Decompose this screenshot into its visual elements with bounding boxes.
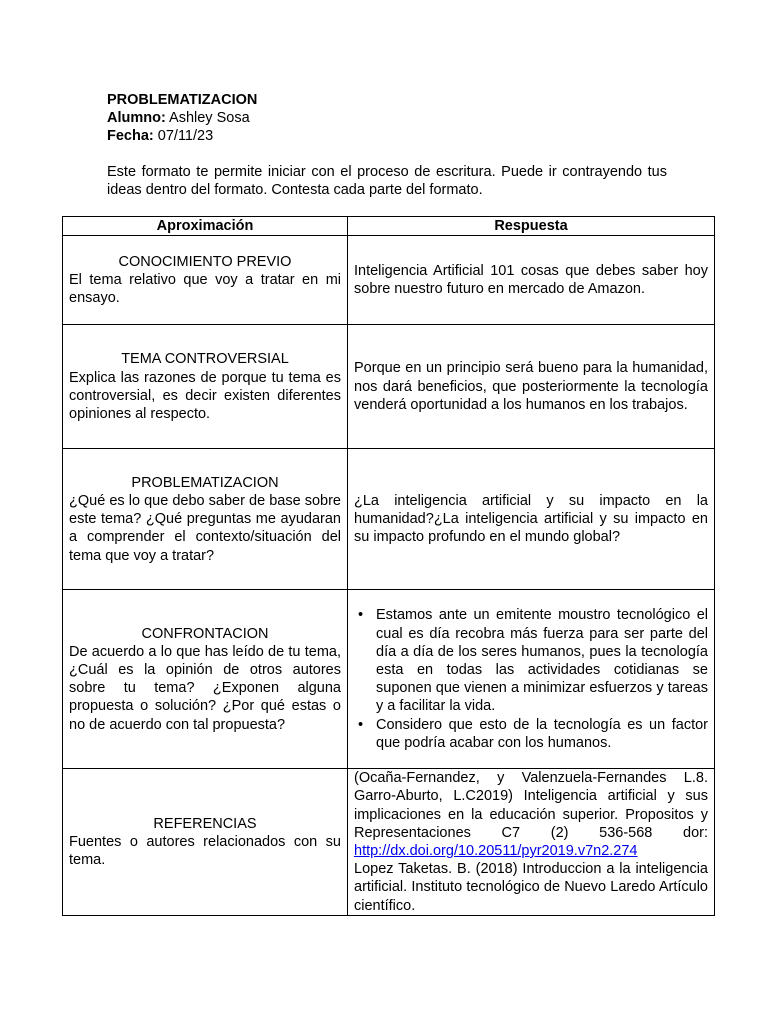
row-description: ¿Qué es lo que debo saber de base sobre este tema? ¿Qué preguntas me ayudaran a comprender el contexto/situación del tema que voy a tratar? bbox=[69, 492, 341, 564]
format-table bbox=[62, 216, 715, 916]
row-prompt-cell bbox=[63, 236, 348, 325]
date-value: 07/11/23 bbox=[157, 128, 214, 144]
date-label: Fecha: bbox=[107, 128, 154, 144]
table-row bbox=[63, 449, 715, 590]
references-block bbox=[354, 769, 708, 915]
bullet-icon: • bbox=[358, 607, 364, 624]
row-answer-cell bbox=[348, 325, 715, 449]
doi-link[interactable]: http://dx.doi.org/10.20511/pyr2019.v7n2.274 bbox=[354, 843, 638, 860]
row-answer: ¿La inteligencia artificial y su impacto en la humanidad?¿La inteligencia artificial y su impacto en su impacto profundo en el mundo global? bbox=[354, 492, 708, 546]
row-answer-cell bbox=[348, 769, 715, 916]
row-title: CONOCIMIENTO PREVIO bbox=[118, 253, 292, 270]
list-item bbox=[358, 606, 708, 715]
bullet-icon: • bbox=[358, 716, 364, 733]
reference-text: (Ocaña-Fernandez, y Valenzuela-Fernandes L.8. Garro-Aburto, L.C2019) Inteligencia artificial y sus implicaciones en la educación superior. Propositos y Representaciones C7 (2) 536-568 dor: bbox=[354, 770, 708, 841]
row-prompt-cell bbox=[63, 769, 348, 916]
table-row bbox=[63, 325, 715, 449]
row-prompt-cell bbox=[63, 449, 348, 590]
student-name: Ashley Sosa bbox=[169, 110, 250, 126]
bullet-text: Estamos ante un emitente moustro tecnológico el cual es día recobra más fuerza para ser parte del día a día de los seres humanos, pues la tecnología esta en todas las actividades cotidianas se suponen que vienen a minimizar esfuerzos y tareas y a facilitar la vida. bbox=[376, 607, 708, 715]
document-title: PROBLEMATIZACION bbox=[107, 92, 258, 108]
answer-bullet-list bbox=[354, 606, 708, 752]
row-description: El tema relativo que voy a tratar en mi ensayo. bbox=[69, 272, 341, 307]
row-title: PROBLEMATIZACION bbox=[131, 474, 279, 491]
table-row bbox=[63, 590, 715, 769]
row-answer: Porque en un principio será bueno para la humanidad, nos dará beneficios, que posteriormente la tecnología venderá oportunidad a los humanos en los trabajos. bbox=[354, 360, 708, 413]
student-label: Alumno: bbox=[107, 110, 166, 126]
row-answer-cell bbox=[348, 449, 715, 590]
table-row bbox=[63, 236, 715, 325]
row-description: De acuerdo a lo que has leído de tu tema, ¿Cuál es la opinión de otros autores sobre tu tema? ¿Exponen alguna propuesta o solución? ¿Por qué estas o no de acuerdo con tal propuesta? bbox=[69, 643, 341, 733]
table-row bbox=[63, 769, 715, 916]
list-item bbox=[358, 716, 708, 752]
reference-entry bbox=[354, 769, 708, 860]
table-header-row bbox=[63, 217, 715, 236]
row-prompt-cell bbox=[63, 590, 348, 769]
reference-entry: Lopez Taketas. B. (2018) Introduccion a la inteligencia artificial. Instituto tecnológico de Nuevo Laredo Artículo científico. bbox=[354, 861, 708, 914]
row-answer: Inteligencia Artificial 101 cosas que debes saber hoy sobre nuestro futuro en mercado de Amazon. bbox=[354, 263, 708, 298]
row-answer-cell bbox=[348, 236, 715, 325]
row-prompt-cell bbox=[63, 325, 348, 449]
bullet-text: Considero que esto de la tecnología es un factor que podría acabar con los humanos. bbox=[376, 716, 708, 751]
row-title: REFERENCIAS bbox=[153, 815, 257, 832]
column-header-respuesta: Respuesta bbox=[348, 217, 715, 236]
row-title: CONFRONTACION bbox=[141, 625, 269, 642]
row-description: Fuentes o autores relacionados con su tema. bbox=[69, 833, 341, 869]
document-header bbox=[107, 91, 257, 145]
intro-paragraph: Este formato te permite iniciar con el proceso de escritura. Puede ir contrayendo tus ideas dentro del formato. Contesta cada parte del formato. bbox=[107, 164, 667, 198]
row-title: TEMA CONTROVERSIAL bbox=[121, 351, 289, 368]
row-description: Explica las razones de porque tu tema es controversial, es decir existen diferentes opiniones al respecto. bbox=[69, 369, 341, 422]
column-header-aproximacion: Aproximación bbox=[63, 217, 348, 236]
row-answer-cell bbox=[348, 590, 715, 769]
